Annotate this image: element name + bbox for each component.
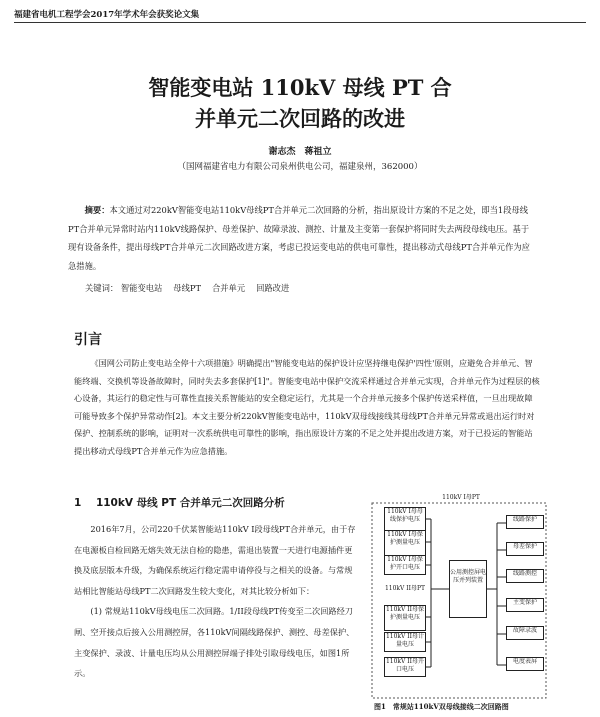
figure-box: 线路保护 bbox=[506, 515, 544, 529]
figure-box: 110kV I母保护测量电压 bbox=[384, 530, 426, 556]
figure-box: 电度表屏 bbox=[506, 657, 544, 671]
keyword: 母线PT bbox=[173, 283, 201, 293]
section-heading bbox=[74, 495, 285, 510]
journal-header: 福建省电机工程学会2017年学术年会获奖论文集 bbox=[14, 10, 200, 20]
figure-box: 公用测控屏电压并列装置 bbox=[449, 560, 487, 618]
section-body bbox=[74, 519, 357, 684]
abstract-label: 摘要： bbox=[84, 205, 110, 215]
figure-box: 110kV II母保护测量电压 bbox=[384, 605, 426, 631]
paper-title-line2: 并单元二次回路的改进 bbox=[195, 106, 405, 131]
figure-title: 110kV I母PT bbox=[442, 494, 480, 501]
section-title: 110kV 母线 PT 合并单元二次回路分析 bbox=[95, 497, 285, 509]
intro-paragraph: 《国网公司防止变电站全停十六项措施》明确提出"智能变电站的保护设计应坚持继电保护'四性'原则，应避免合并单元、智能终端、交换机等设备故障时，同时失去多套保护[1]"。智能变电站中保护交流采样通过合并单元实现，合并单元作为过程层的核心设备，其运行的稳定性与可靠性直接关系智能站的安全稳定运行，尤其是一个合并单元接多个保护传送采样值，一旦出现故障可能导致多个保护异常动作[2]。本文主要分析220kV智能变电站中，110kV双母线接线其母线PT合并单元异常或退出运行时对保护、控制系统的影响，证明对一次系统供电可靠性的影响，指出原设计方案的不足之处并提出改进方案，对于已投运的智能站提出移动式母线PT合并单元作为应急措施。 bbox=[74, 358, 540, 456]
keyword: 合并单元 bbox=[211, 283, 246, 293]
figure-box: 110kV II母开口电压 bbox=[384, 657, 426, 677]
intro-heading: 引言 bbox=[74, 332, 102, 348]
figure-box: 主变保护 bbox=[506, 598, 544, 612]
keyword: 智能变电站 bbox=[120, 283, 163, 293]
authors: 谢志杰 蒋祖立 bbox=[268, 147, 332, 157]
figure-box: 110kV I母母线保护电压 bbox=[384, 507, 426, 533]
keywords bbox=[85, 282, 289, 294]
figure-box: 110kV II母计量电压 bbox=[384, 632, 426, 652]
abstract-text: 本文通过对220kV智能变电站110kV母线PT合并单元二次回路的分析，指出原设计方案的不足之处，即当1段母线PT合并单元异常时站内110kV线路保护、母差保护、故障录波、测控、计量及主变第一套保护将同时失去两段母线电压。基于现有设备条件，提出母线PT合并单元二次回路改进方案，考虑已投运变电站的供电可靠性，提出移动式母线PT合并单元作为应急措施。 bbox=[68, 205, 530, 271]
paper-title-line1: 智能变电站 110kV 母线 PT 合 bbox=[148, 75, 452, 100]
body-paragraph-2: (1) 常规站110kV母线电压二次回路。1/II段母线PT传变至二次回路经刀闸、空开接点后接入公用测控屏，各110kV间隔线路保护、测控、母差保护、主变保护、录波、计量电压均从公用测控屏端子排处引取母线电压，如图1所示。 bbox=[74, 606, 355, 679]
affiliation: （国网福建省电力有限公司泉州供电公司，福建泉州，362000） bbox=[177, 162, 423, 172]
figure-box: 线路测控 bbox=[506, 569, 544, 583]
figure-box: 110kV II母PT bbox=[384, 585, 426, 597]
figure-caption: 图1 常规站110kV双母线接线二次回路图 bbox=[374, 702, 509, 711]
figure-box: 母差保护 bbox=[506, 542, 544, 556]
keyword: 回路改进 bbox=[256, 283, 290, 293]
figure-box: 故障录波 bbox=[506, 626, 544, 640]
abstract bbox=[68, 201, 530, 275]
keywords-label: 关键词： bbox=[85, 283, 119, 293]
figure-box: 110kV I母保护开口电压 bbox=[384, 555, 426, 575]
section-number: 1 bbox=[74, 497, 82, 509]
header-rule bbox=[14, 22, 586, 23]
body-paragraph-1: 2016年7月，公司220千伏某智能站110kV I段母线PT合并单元，由于存在电源板自检回路无熔失效无法自检的隐患，需退出装置一天进行电源插件更换及底层版本升级，为确保系统运行稳定需申请停役与之相关的设备。与常规站相比智能站母线PT二次回路发生较大变化，对其比较分析如下： bbox=[74, 524, 356, 596]
